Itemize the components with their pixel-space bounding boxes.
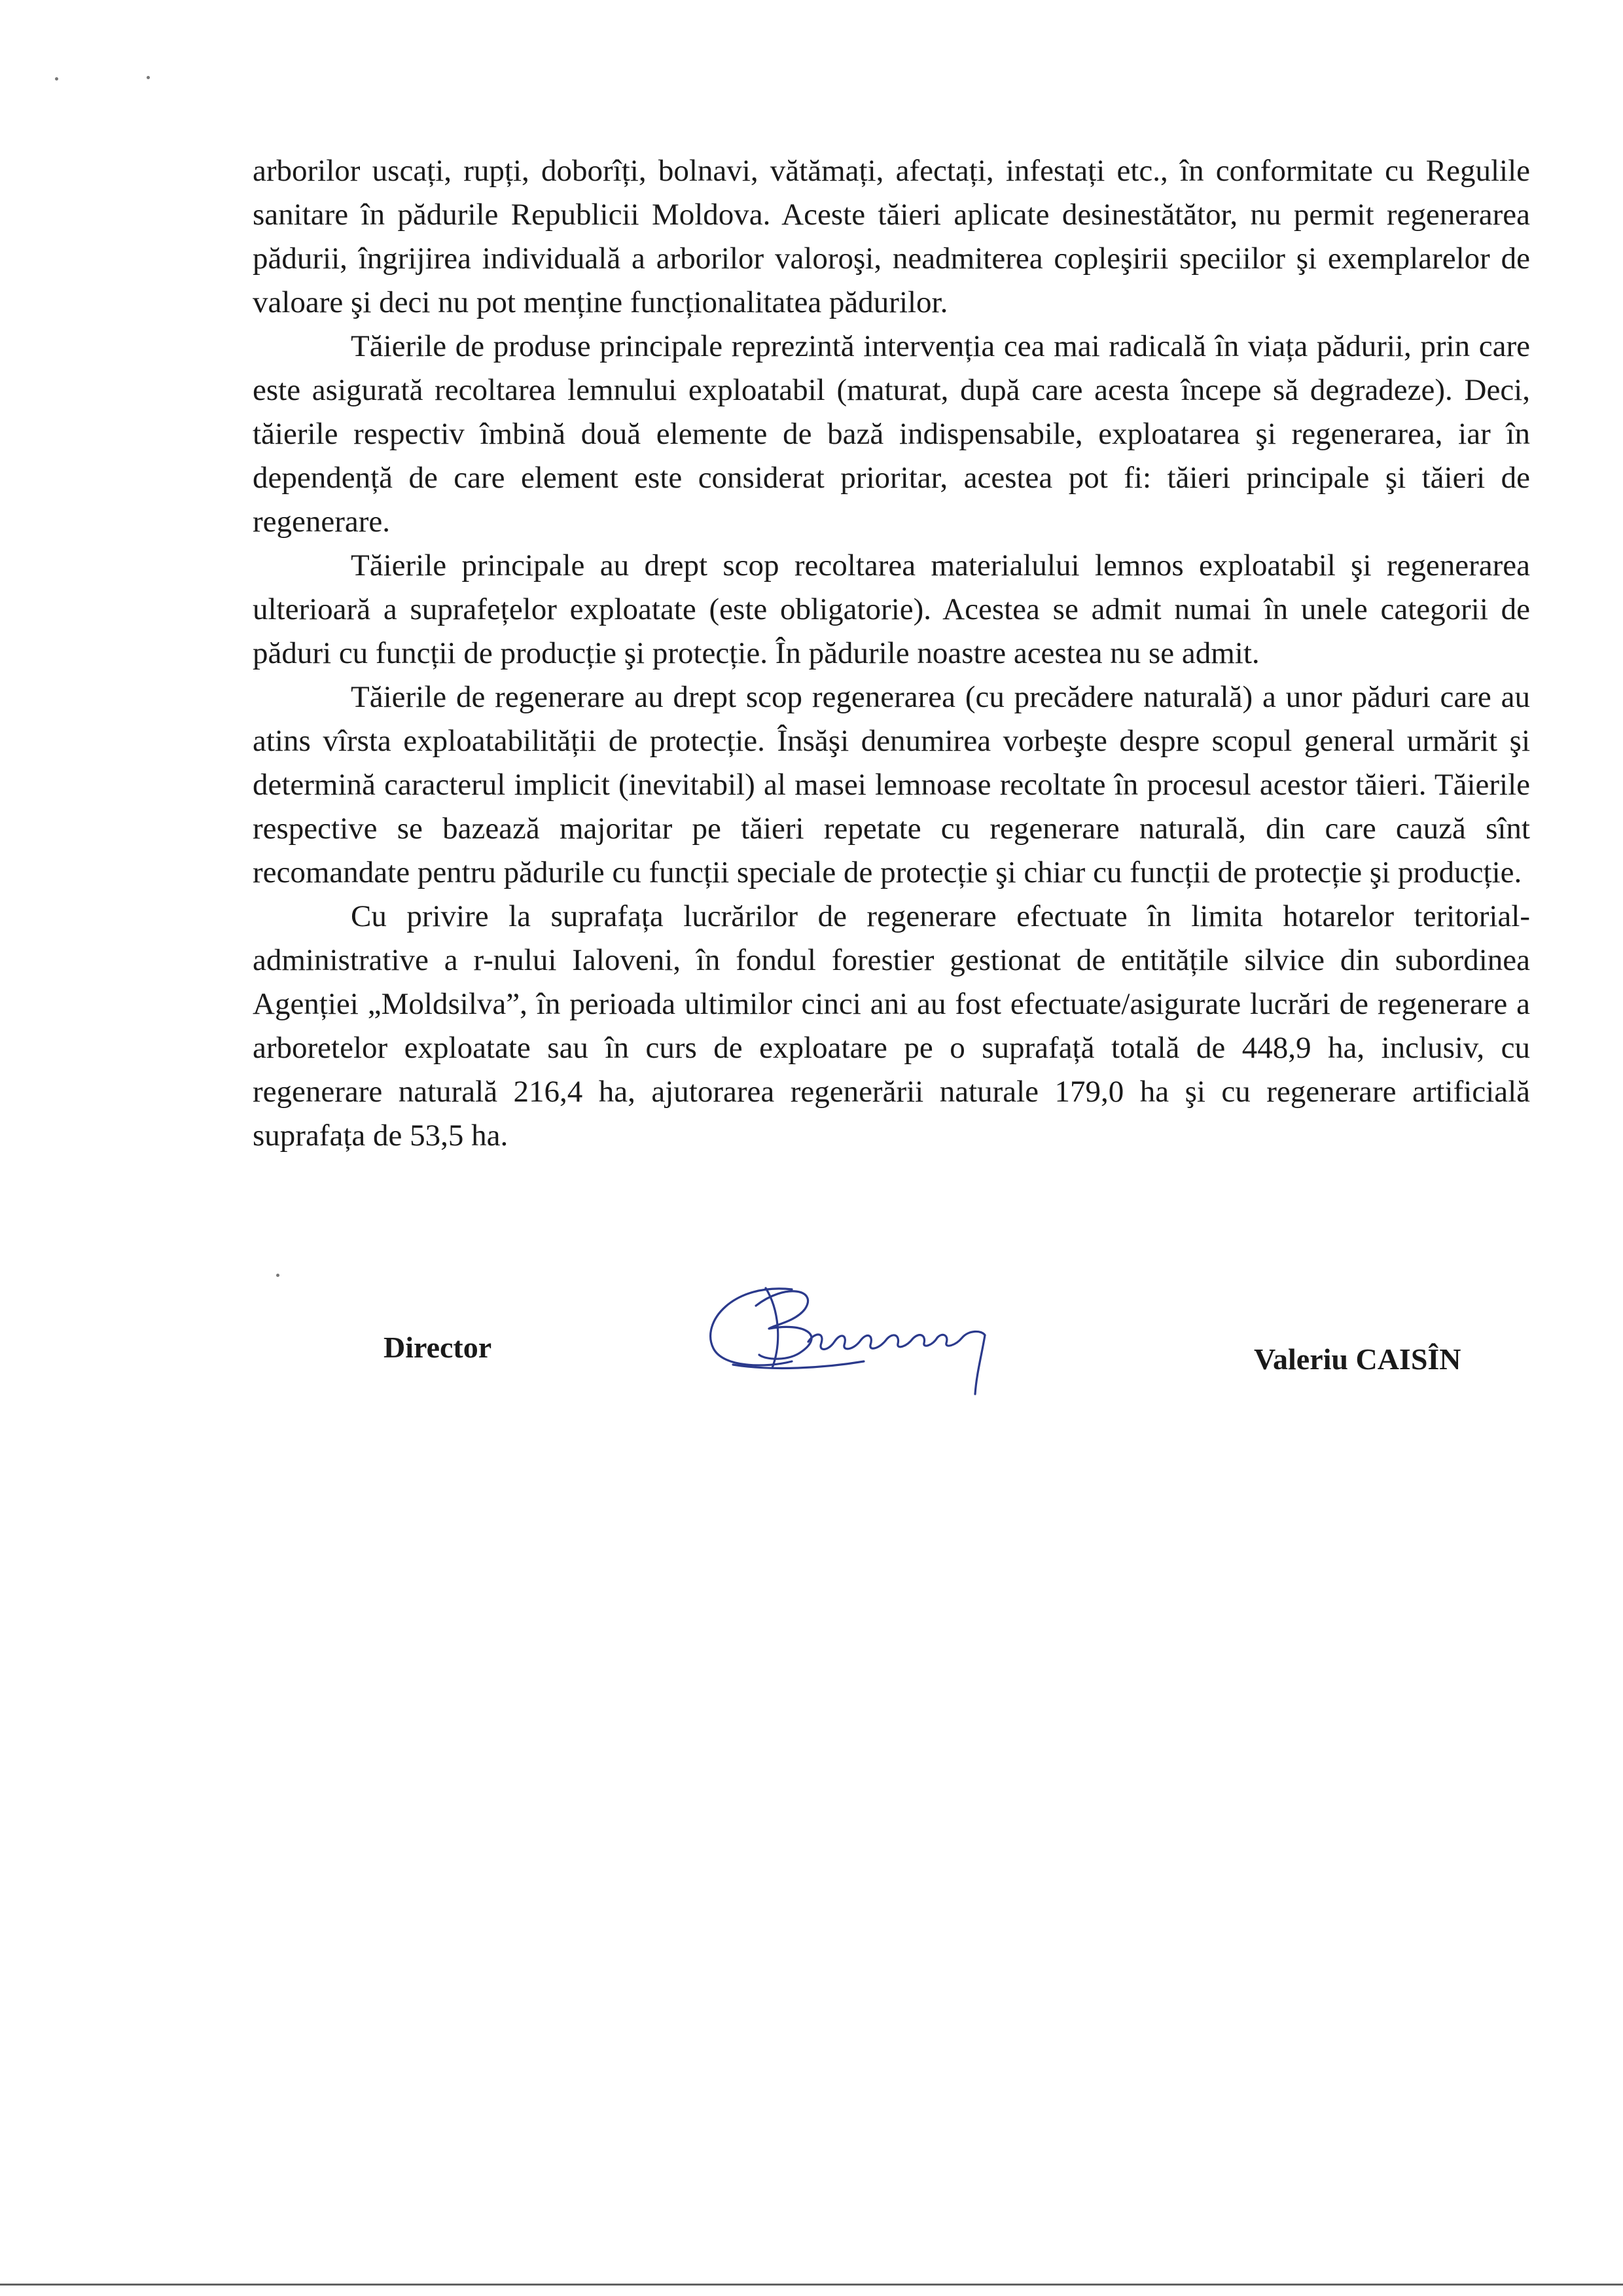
scan-edge [0, 2284, 1623, 2286]
handwritten-signature [694, 1270, 1034, 1401]
paragraph: Tăierile de produse principale reprezintă intervenția cea mai radicală în viața pădurii, prin care este asigurată recoltarea lemnului exploatabil (maturat, după care acesta începe să degradeze). Deci, tăierile respectiv îmbină două elemente de bază indispensabile, exploatarea şi regenerarea, iar în dependență de care element este considerat prioritar, acestea pot fi: tăieri principale şi tăieri de regenerare. [253, 329, 1530, 539]
paragraph: Tăierile principale au drept scop recoltarea materialului lemnos exploatabil şi regenerarea ulterioară a suprafețelor exploatate (este obligatorie). Acestea se admit numai în unele categorii de păduri cu funcții de producție şi protecție. În pădurile noastre acestea nu se admit. [253, 548, 1530, 670]
scan-speck [55, 77, 58, 81]
signatory-name: Valeriu CAISÎN [1254, 1342, 1461, 1376]
signatory-title: Director [383, 1331, 492, 1364]
scan-speck [147, 76, 150, 79]
document-body [253, 149, 1530, 1158]
paragraph: Tăierile de regenerare au drept scop regenerarea (cu precădere naturală) a unor păduri care au atins vîrsta exploatabilității de protecție. Însăşi denumirea vorbeşte despre scopul general urmărit şi determină caracterul implicit (inevitabil) al masei lemnoase recoltate în procesul acestor tăieri. Tăierile respective se bazează majoritar pe tăieri repetate cu regenerare naturală, din care cauză sînt recomandate pentru pădurile cu funcții speciale de protecție şi chiar cu funcții de protecție şi producție. [253, 680, 1530, 889]
signature-block [0, 1244, 1623, 1414]
paragraph: Cu privire la suprafața lucrărilor de regenerare efectuate în limita hotarelor teritorial-administrative a r-nului Ialoveni, în fondul forestier gestionat de entitățile silvice din subordinea Agenției „Moldsilva”, în perioada ultimilor cinci ani au fost efectuate/asigurate lucrări de regenerare a arboretelor exploatate sau în curs de exploatare pe o suprafață totală de 448,9 ha, inclusiv, cu regenerare naturală 216,4 ha, ajutorarea regenerării naturale 179,0 ha şi cu regenerare artificială suprafața de 53,5 ha. [253, 899, 1530, 1153]
paragraph: arborilor uscați, rupți, doborîți, bolnavi, vătămați, afectați, infestați etc., în conformitate cu Regulile sanitare în pădurile Republicii Moldova. Aceste tăieri aplicate desinestătător, nu permit regenerarea pădurii, îngrijirea individuală a arborilor valoroşi, neadmiterea copleşirii speciilor şi exemplarelor de valoare şi deci nu pot menține funcționalitatea pădurilor. [253, 154, 1530, 319]
